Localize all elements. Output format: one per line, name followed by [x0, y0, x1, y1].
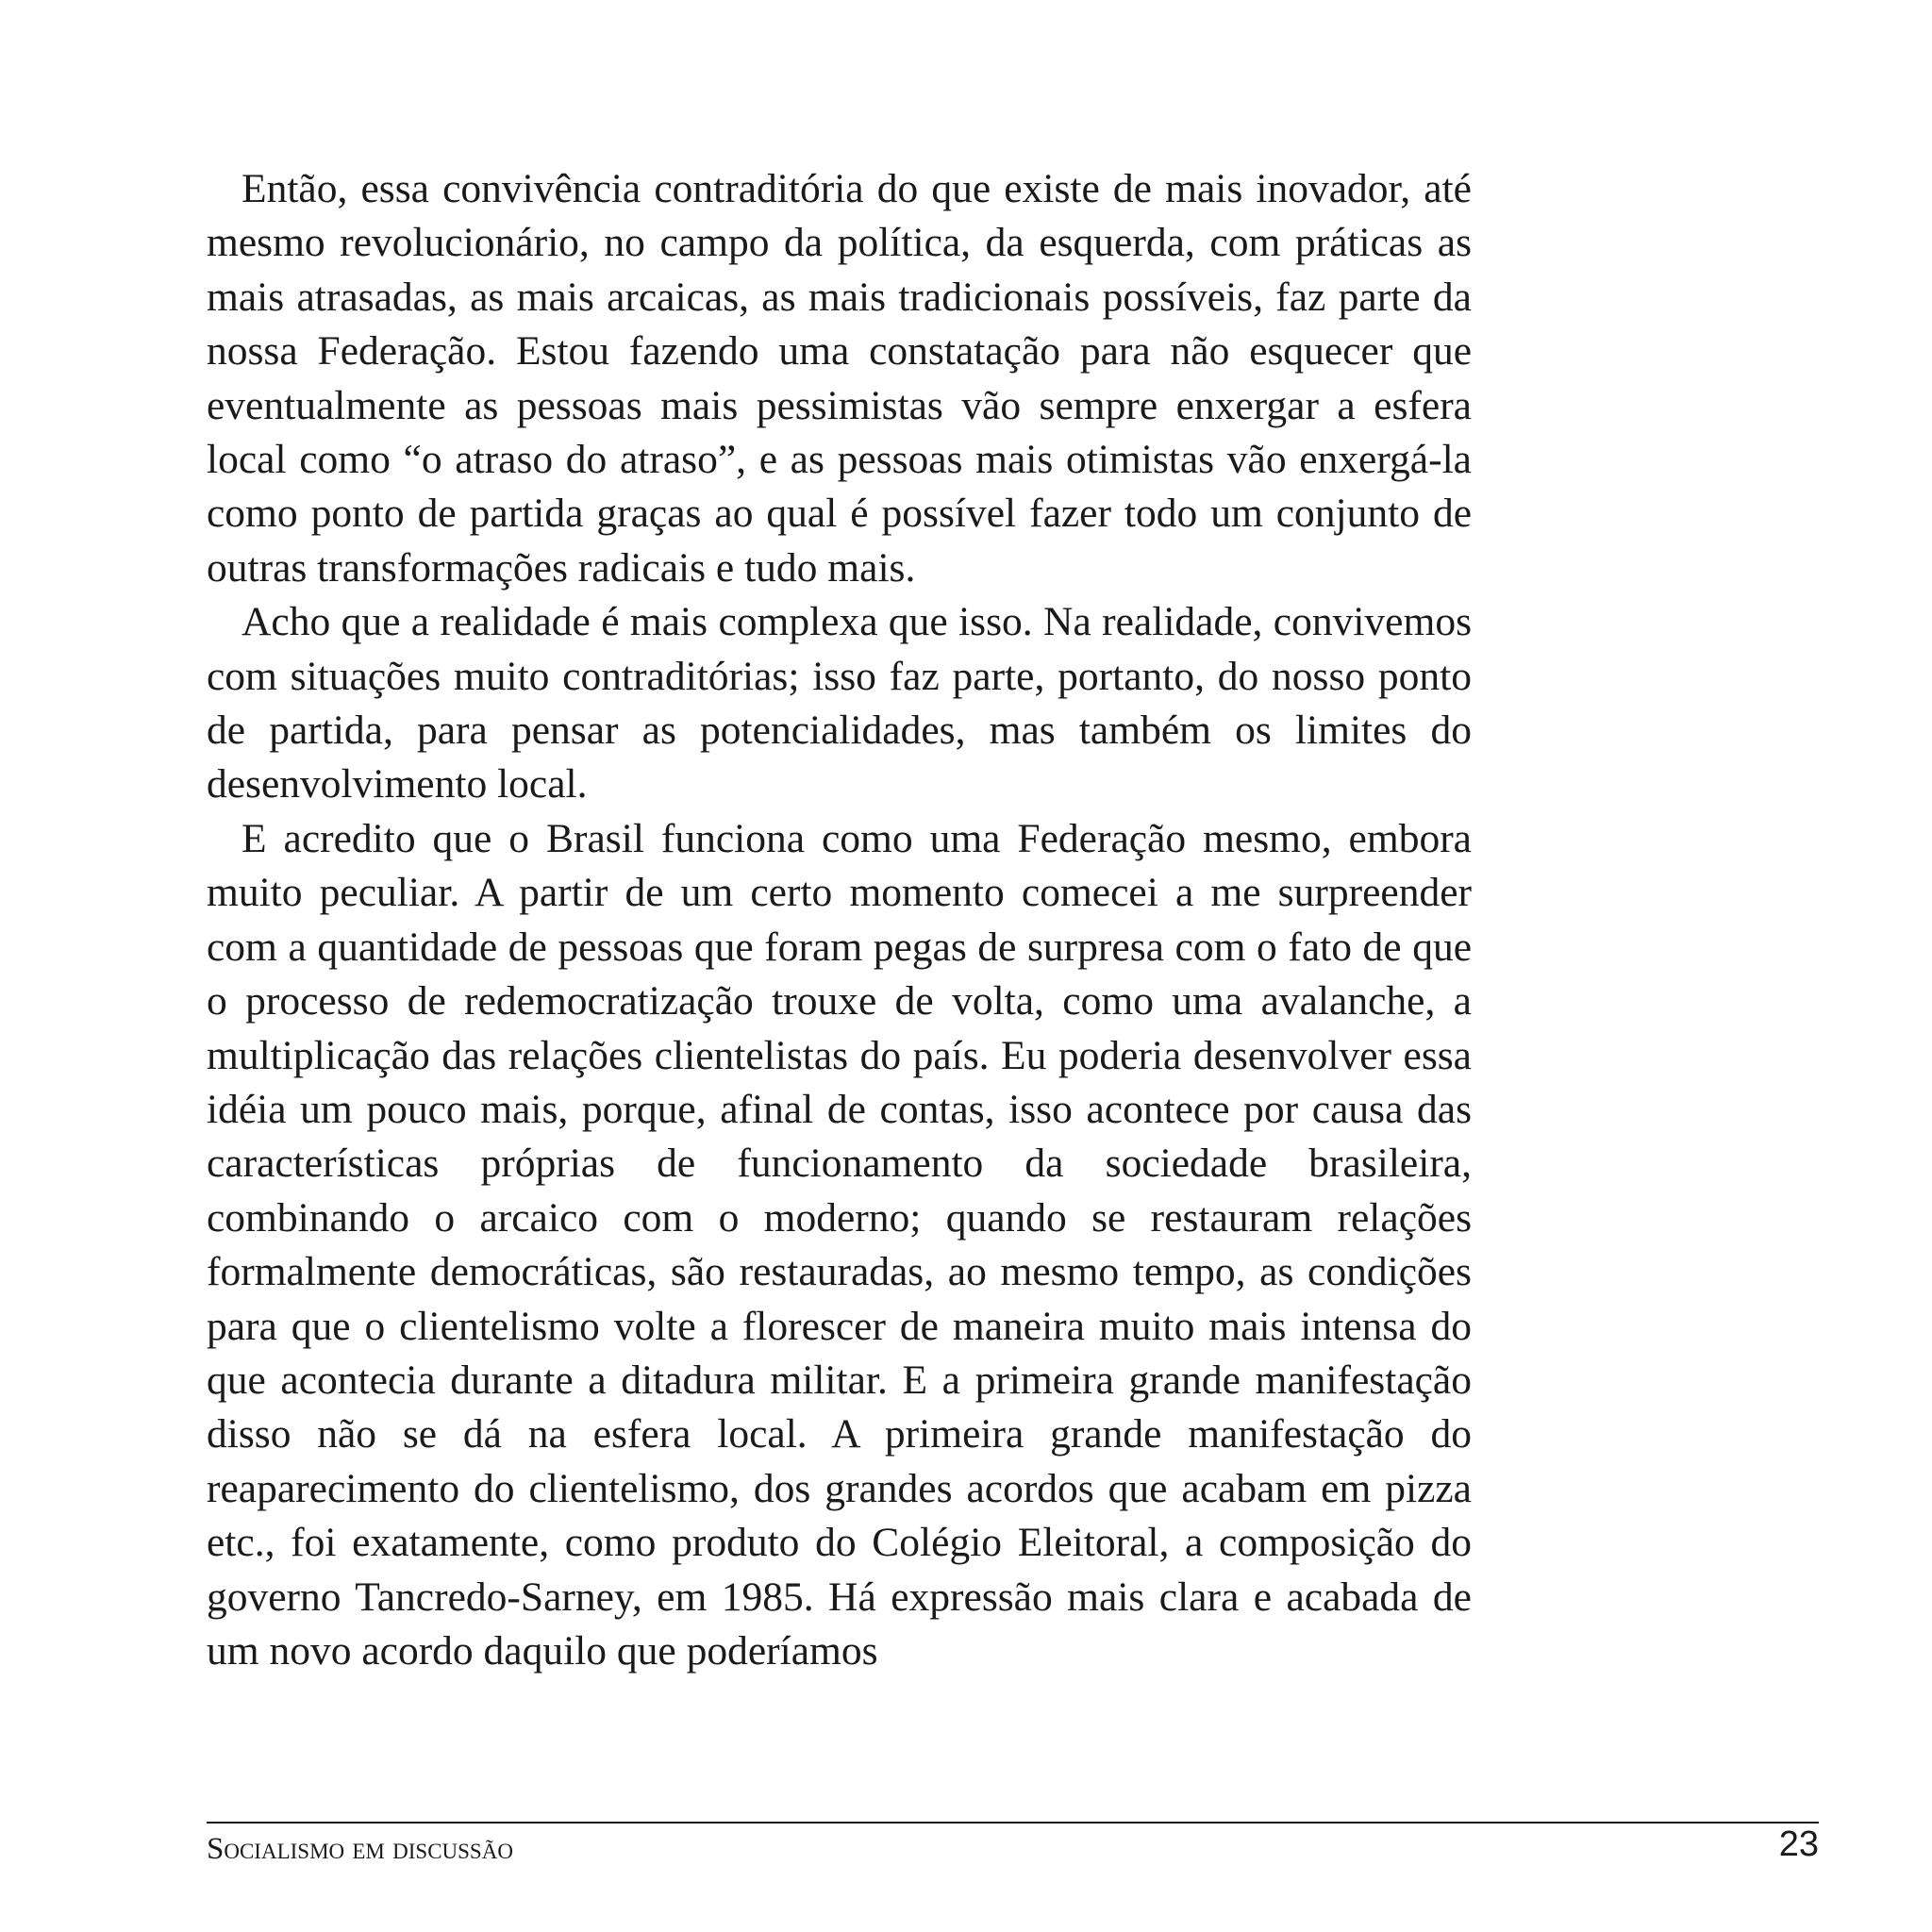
page-number: 23 [1778, 1824, 1819, 1864]
running-title: Socialismo em discussão [207, 1832, 513, 1866]
paragraph-2: Acho que a realidade é mais complexa que isso. Na realidade, convivemos com situações muito contraditórias; isso faz parte, portanto, do nosso ponto de partida, para pensar as potencialidades, mas também os limites do desenvolvimento local. [207, 599, 1472, 808]
body-text [207, 162, 1472, 1678]
footer-rule [207, 1822, 1819, 1824]
paragraph-1: Então, essa convivência contraditória do que existe de mais inovador, até mesmo revolucionário, no campo da política, da esquerda, com práticas as mais atrasadas, as mais arcaicas, as mais tradicionais possíveis, faz parte da nossa Federação. Estou fazendo uma constatação para não esquecer que eventualmente as pessoas mais pessimistas vão sempre enxergar a esfera local como “o atraso do atraso”, e as pessoas mais otimistas vão enxergá-la como ponto de partida graças ao qual é possível fazer todo um conjunto de outras transformações radicais e tudo mais. [207, 166, 1472, 591]
paragraph-3: E acredito que o Brasil funciona como uma Federação mesmo, embora muito peculiar. A partir de um certo momento comecei a me surpreender com a quantidade de pessoas que foram pegas de surpresa com o fato de que o processo de redemocratização trouxe de volta, como uma avalanche, a multiplicação das relações clientelistas do país. Eu poderia desenvolver essa idéia um pouco mais, porque, afinal de contas, isso acontece por causa das características próprias de funcionamento da sociedade brasileira, combinando o arcaico com o moderno; quando se restauram relações formalmente democráticas, são restauradas, ao mesmo tempo, as condições para que o clientelismo volte a florescer de maneira muito mais intensa do que acontecia durante a ditadura militar. E a primeira grande manifestação disso não se dá na esfera local. A primeira grande manifestação do reaparecimento do clientelismo, dos grandes acordos que acabam em pizza etc., foi exatamente, como produto do Colégio Eleitoral, a composição do governo Tancredo-Sarney, em 1985. Há expressão mais clara e acabada de um novo acordo daquilo que poderíamos [207, 815, 1472, 1674]
